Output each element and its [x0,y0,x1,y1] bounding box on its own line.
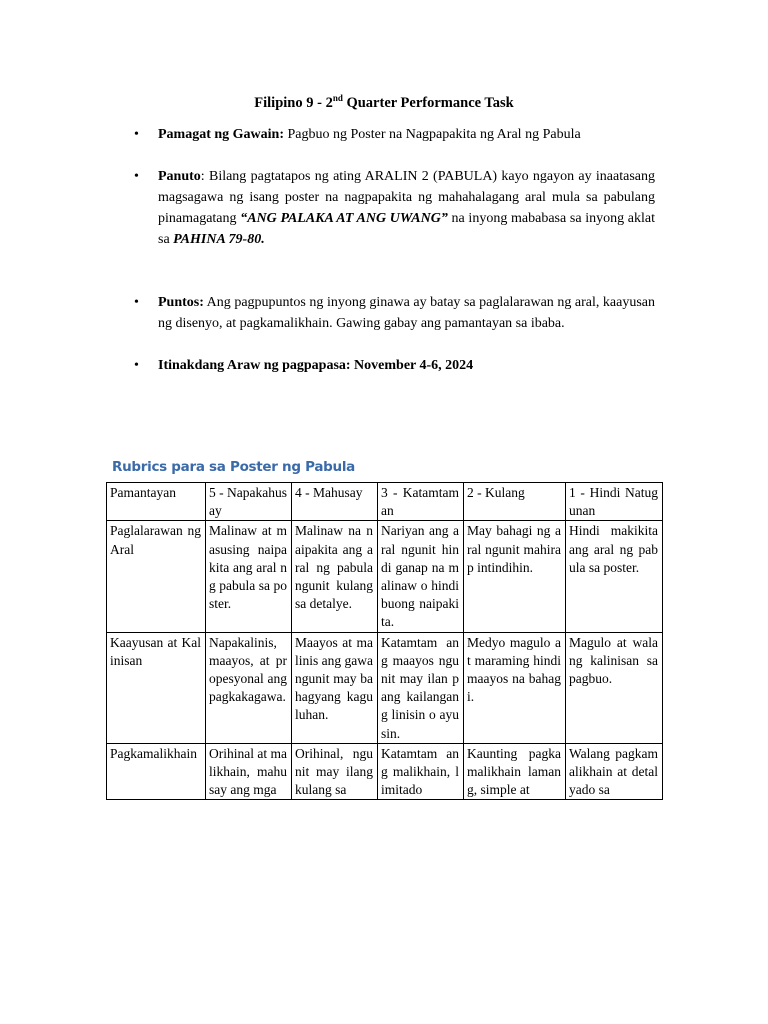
table-cell: Paglalarawan ng Aral [107,521,206,632]
bullet-puntos: • Puntos: Ang pagpupuntos ng inyong ginawa ay batay sa paglalarawan ng aral, kaayusan ng disenyo, at pagkamalikhain. Gawing gabay ang pamantayan sa ibaba. [134,292,655,334]
table-row [107,521,663,632]
table-row [107,632,663,743]
table-cell: Nariyan ang aral ngunit hindi ganap na malinaw o hindi buong naipakita. [378,521,464,632]
table-cell: Magulo at walang kalinisan sa pagbuo. [566,632,663,743]
table-cell: Katamtam ang malikhain, limitado [378,743,464,800]
table-row [107,743,663,800]
table-cell: Maayos at malinis ang gawa ngunit may bahagyang kaguluhan. [292,632,378,743]
page-title: Filipino 9 - 2nd Quarter Performance Task [254,93,514,111]
table-cell: Walang pagkamalikhain at detalyado sa [566,743,663,800]
bullet-dot: • [134,127,139,142]
table-cell: Orihinal at malikhain, mahusay ang mga [206,743,292,800]
table-cell: Kaayusan at Kalinisan [107,632,206,743]
rubric-table-container [0,482,768,922]
task-details-list [134,124,655,376]
bullet-dot: • [134,358,139,373]
bullet-deadline: • Itinakdang Araw ng pagpapasa: November 4-6, 2024 [134,355,655,376]
table-cell: Orihinal, ngunit may ilang kulang sa [292,743,378,800]
table-cell: Medyo magulo at maraming hindi maayos na bahagi. [464,632,566,743]
table-header-row [107,483,663,521]
table-cell: Malinaw at masusing naipakita ang aral ng pabula sa poster. [206,521,292,632]
rubric-table [106,482,663,800]
rubrics-heading: Rubrics para sa Poster ng Pabula [112,459,355,475]
header-cell: 5 - Napakahusay [206,483,292,521]
bullet-pamagat: • Pamagat ng Gawain: Pagbuo ng Poster na Nagpapakita ng Aral ng Pabula [134,124,655,145]
bullet-dot: • [134,295,139,310]
bullet-dot: • [134,169,139,184]
table-cell: Napakalinis, maayos, at propesyonal ang pagkakagawa. [206,632,292,743]
header-cell: 4 - Mahusay [292,483,378,521]
header-cell: 3 - Katamtaman [378,483,464,521]
table-cell: May bahagi ng aral ngunit mahirap intindihin. [464,521,566,632]
header-cell: 2 - Kulang [464,483,566,521]
table-cell: Kaunting pagkamalikhain lamang, simple at [464,743,566,800]
table-cell: Malinaw na naipakita ang aral ng pabula ngunit kulang sa detalye. [292,521,378,632]
bullet-panuto: • Panuto: Bilang pagtatapos ng ating ARALIN 2 (PABULA) kayo ngayon ay inaatasang magsagawa ng isang poster na nagpapakita ng mahahalagang aral mula sa pabulang pinamagatang “ANG PALAKA AT ANG UWANG” na inyong mababasa sa inyong aklat sa PAHINA 79-80. [134,166,655,250]
header-cell: 1 - Hindi Natugunan [566,483,663,521]
table-cell: Katamtam ang maayos ngunit may ilan pang kailangang linisin o ayusin. [378,632,464,743]
header-cell: Pamantayan [107,483,206,521]
table-cell: Hindi makikita ang aral ng pabula sa poster. [566,521,663,632]
table-cell: Pagkamalikhain [107,743,206,800]
